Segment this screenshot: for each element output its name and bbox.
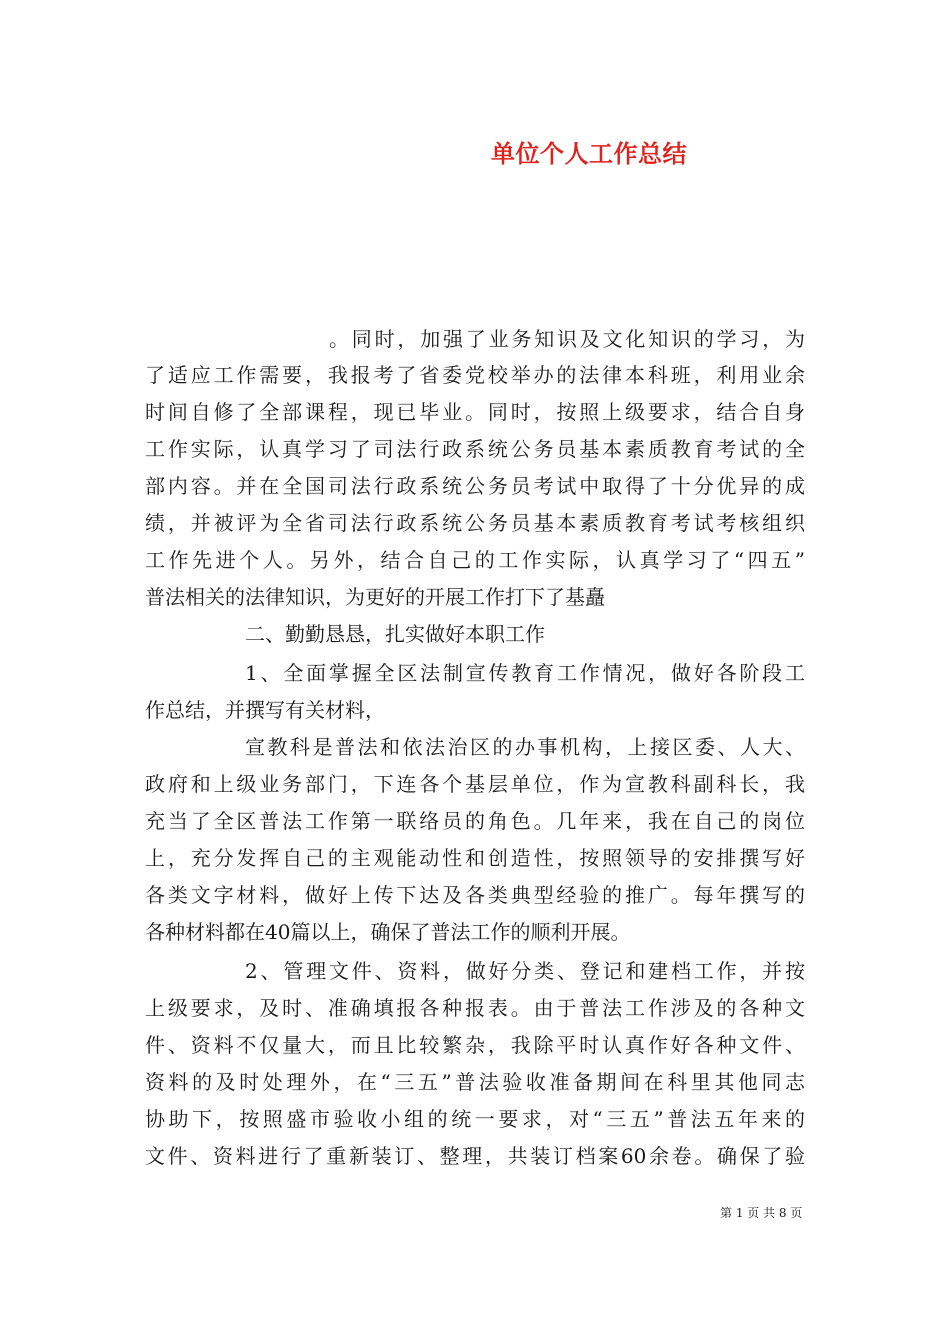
- body-line: 2、管理文件、资料，做好分类、登记和建档工作，并按: [245, 959, 805, 983]
- body-line: 时间自修了全部课程，现已毕业。同时，按照上级要求，结合自身: [145, 400, 805, 424]
- body-line: 作总结，并撰写有关材料，: [145, 698, 385, 722]
- body-line: 部内容。并在全国司法行政系统公务员考试中取得了十分优异的成: [145, 474, 805, 498]
- body-line: 1、全面掌握全区法制宣传教育工作情况，做好各阶段工: [245, 661, 805, 685]
- page-number: 第 1 页 共 8 页: [720, 1206, 803, 1220]
- body-line: 。同时，加强了业务知识及文化知识的学习，为: [329, 327, 805, 351]
- body-line: 文件、资料进行了重新装订、整理，共装订档案60余卷。确保了验: [145, 1144, 805, 1168]
- section-heading: 二、勤勤恳恳，扎实做好本职工作: [245, 622, 545, 646]
- body-line: 宣教科是普法和依法治区的办事机构，上接区委、人大、: [245, 735, 805, 759]
- body-line: 各类文字材料，做好上传下达及各类典型经验的推广。每年撰写的: [145, 883, 805, 907]
- document-title: 单位个人工作总结: [491, 139, 687, 168]
- body-line: 工作实际，认真学习了司法行政系统公务员基本素质教育考试的全: [145, 437, 805, 461]
- body-line: 各种材料都在40篇以上，确保了普法工作的顺利开展。: [145, 920, 631, 944]
- body-line: 资料的及时处理外，在“三五”普法验收准备期间在科里其他同志: [145, 1070, 805, 1094]
- body-line: 绩，并被评为全省司法行政系统公务员基本素质教育考试考核组织: [145, 511, 805, 535]
- body-line: 了适应工作需要，我报考了省委党校举办的法律本科班，利用业余: [145, 363, 805, 387]
- body-line: 工作先进个人。另外，结合自己的工作实际，认真学习了“四五”: [145, 548, 805, 572]
- body-line: 政府和上级业务部门，下连各个基层单位，作为宣教科副科长，我: [145, 772, 805, 796]
- body-line: 件、资料不仅量大，而且比较繁杂，我除平时认真作好各种文件、: [145, 1033, 805, 1057]
- body-line: 上，充分发挥自己的主观能动性和创造性，按照领导的安排撰写好: [145, 846, 805, 870]
- body-line: 协助下，按照盛市验收小组的统一要求，对“三五”普法五年来的: [145, 1107, 805, 1131]
- body-line: 普法相关的法律知识，为更好的开展工作打下了基矗: [145, 585, 605, 609]
- body-line: 充当了全区普法工作第一联络员的角色。几年来，我在自己的岗位: [145, 809, 805, 833]
- body-line: 上级要求，及时、准确填报各种报表。由于普法工作涉及的各种文: [145, 996, 805, 1020]
